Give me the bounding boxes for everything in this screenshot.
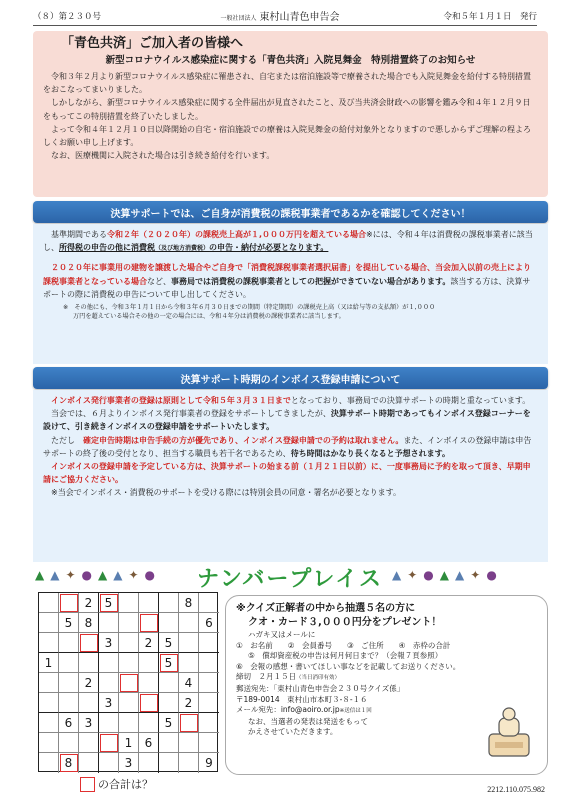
grid-cell [99,673,119,693]
kyosai-paragraph: しかしながら、新型コロナウイルス感染症に関する全件届出が見直されたこと、及び当共済会財政への影響を鑑み令和４年１２月９日をもってこの特別措置を終了いたしました。 [43,98,531,121]
hawk-icon: ✦ [407,568,418,582]
grid-cell [199,673,219,693]
grid-cell: 5 [99,593,119,613]
tree-icon: ▲ [439,568,450,582]
grid-cell: 8 [59,753,79,773]
eggplant-icon: ● [144,568,156,582]
quiz-deadline: 締切 ２月１５日（当日消印有効） [236,672,341,682]
grid-cell: 2 [139,633,159,653]
grid-cell [139,653,159,673]
grid-cell [59,593,79,613]
quiz-line: ① お名前 ② 会員番号 ③ ご住所 ④ 赤枠の合計 [236,640,451,650]
kyosai-subtitle: 新型コロナウイルス感染症に関する「青色共済」入院見舞金 特別措置終了のお知らせ [105,55,476,66]
grid-cell [79,633,99,653]
invoice-paragraph: インボイスの登録申請を予定している方は、決算サポートの始まる前（１月２１日以前）に、一度事務局に予約を取って頂き、早期申請にご協力ください。 [43,462,531,485]
grid-cell [39,593,59,613]
quiz-prize: クオ・カード３,０００円分をプレゼント！ [248,617,442,628]
puzzle-title: ナンバープレイス [196,567,384,592]
grid-cell [39,633,59,653]
tax-check-paragraph: 基準期間である令和２年（２０２０年）の課税売上高が１,０００万円を超えている場合※には、令和４年は消費税の課税事業者に該当し、所得税の申告の他に消費税（及び地方消費税）の申告・納付が必要となります。 [43,230,533,253]
tree-icon: ▲ [98,568,108,582]
grid-cell: 3 [99,693,119,713]
grid-cell [79,733,99,753]
grid-cell [59,693,79,713]
quiz-line: ⑥ 会報の感想・書いてほしい事などを記載してお送りください。 [236,661,461,671]
mountain-icon: ▲ [392,568,402,582]
grid-cell [99,733,119,753]
mountain-icon: ▲ [50,568,60,582]
grid-cell: 1 [39,653,59,673]
document-code: 2212.110.075.982 [487,785,545,794]
grid-cell: 8 [179,593,199,613]
tax-check-paragraph: ２０２０年に事業用の建物を譲渡した場合やご自身で「消費税課税事業者選択届書」を提出している場合、当会加入以前の売上により課税事業者となっている場合など、事務局では消費税の課税事業者としての把握ができていない場合があります。該当する方は、決算サポートの際に消費税の申告について申し出してください。 [43,263,531,299]
hawk-icon: ✦ [470,568,481,582]
grid-cell: 5 [159,713,179,733]
invoice-section [33,390,548,562]
grid-cell: 2 [79,673,99,693]
grid-cell [179,653,199,673]
grid-cell: 5 [159,633,179,653]
grid-cell [39,733,59,753]
decoration-left [35,563,155,587]
grid-cell [39,673,59,693]
grid-cell [79,693,99,713]
grid-cell [119,613,139,633]
grid-cell [139,673,159,693]
grid-cell [119,593,139,613]
grid-cell [39,613,59,633]
org-name: 一般社団法人 東村山青色申告会 [220,12,340,23]
grid-cell [119,633,139,653]
issue-date: 令和５年１月１日 発行 [443,11,537,22]
invoice-paragraph: 当会では、６月よりインボイス発行事業者の登録をサポートしてきましたが、決算サポート時期であってもインボイス登録コーナーを設けて、引き続きインボイスの登録申請をサポートいたします。 [43,409,531,432]
grid-cell: 2 [79,593,99,613]
eggplant-icon: ● [486,568,497,582]
invoice-banner: 決算サポート時期のインボイス登録申請について [33,367,548,389]
grid-cell [139,593,159,613]
grid-cell: 6 [139,733,159,753]
page-header [33,6,537,26]
postcard-stamp-icon [483,704,535,760]
invoice-paragraph: ただし 確定申告時期は申告手続の方が優先であり、インボイス登録申請での予約は取れません。また、インボイスの登録申請は申告サポートの終了後の受付となり、担当する職員も若干名であるため、待ち時間はかなり長くなると予想されます。 [43,435,532,458]
kyosai-title: 「青色共済」ご加入者の皆様へ [61,36,244,51]
decoration-right [392,563,497,587]
grid-cell [99,653,119,673]
invoice-paragraph: インボイス発行事業者の登録は原則として令和５年３月３１日までとなっており、事務局での決算サポートの時期と重なっています。 [51,396,531,405]
mountain-icon: ▲ [455,568,465,582]
hawk-icon: ✦ [128,568,139,582]
grid-cell [179,633,199,653]
quiz-line: かえさせていただきます。 [248,727,338,737]
quiz-line: ⑤ 償却資産税の申告は何月何日まで？（会報７頁参照） [248,651,443,661]
grid-cell [139,713,159,733]
grid-cell [79,753,99,773]
grid-cell: 3 [79,713,99,733]
grid-cell [199,713,219,733]
red-box-icon [80,777,95,792]
sum-label: の合計は？ [98,778,153,791]
grid-cell [199,653,219,673]
kyosai-paragraph: 令和３年２月より新型コロナウイルス感染症に罹患され、自宅または宿泊施設等で療養された場合でも入院見舞金を給付する特別措置をおこなってまいりました。 [43,72,531,95]
quiz-box [225,595,548,775]
grid-cell [159,733,179,753]
footnote: 万円を超えている場合その他の一定の場合には、令和４年分は消費税の課税事業者に該当します。 [73,313,345,321]
grid-cell [99,613,119,633]
tax-check-banner: 決算サポートでは、ご自身が消費税の課税事業者であるかを確認してください！ [33,201,548,223]
grid-cell [119,673,139,693]
invoice-paragraph: ※当会でインボイス・消費税のサポートを受ける際には特別会員の同意・署名が必要となります。 [51,488,401,498]
grid-cell: 3 [119,753,139,773]
quiz-line: ハガキ又はメールに [248,630,316,639]
quiz-email: メール宛先：info@aoiro.or.jp※送信は１回 [236,705,372,715]
grid-cell [179,713,199,733]
grid-cell [119,693,139,713]
footnote: ※ その他にも、令和３年１月１日から令和３年６月３０日までの期間（特定期間）の課税売上高（又は給与等の支払額）が１,０００ [63,304,436,312]
grid-cell [39,713,59,733]
grid-cell [199,633,219,653]
grid-cell [59,653,79,673]
tax-check-section [33,224,548,364]
grid-cell [39,753,59,773]
page-number: （８）第２３０号 [33,11,102,22]
quiz-line: なお、当選者の発表は発送をもって [248,716,368,726]
number-place-grid [38,592,218,772]
grid-cell: 6 [59,713,79,733]
eggplant-icon: ● [423,568,434,582]
grid-cell [179,613,199,633]
grid-cell: 1 [119,733,139,753]
quiz-heading: ※クイズ正解者の中から抽選５名の方に [236,603,416,614]
kyosai-notice [33,31,548,197]
tree-icon: ▲ [35,568,45,582]
grid-cell [159,693,179,713]
hawk-icon: ✦ [65,568,76,582]
eggplant-icon: ● [81,568,93,582]
quiz-address: 郵送宛先：「東村山青色申告会２３０号クイズ係」 [236,683,405,693]
grid-cell [199,693,219,713]
grid-cell [39,693,59,713]
grid-cell [159,613,179,633]
grid-cell: 6 [199,613,219,633]
grid-cell [99,753,119,773]
kyosai-paragraph: よって令和４年１２月１０日以降開始の自宅・宿泊施設での療養は入院見舞金の給付対象外となりますので悪しからずご理解の程よろしくお願い申し上げます。 [43,124,531,148]
grid-cell [159,593,179,613]
grid-cell [59,633,79,653]
grid-cell [119,713,139,733]
grid-cell [179,753,199,773]
grid-cell [159,753,179,773]
grid-cell: 3 [99,633,119,653]
grid-cell [139,613,159,633]
kyosai-paragraph: なお、医療機関に入院された場合は引き続き給付を行います。 [51,151,275,161]
grid-cell [119,653,139,673]
grid-cell: 2 [179,693,199,713]
sum-question [80,776,153,792]
grid-cell: 5 [59,613,79,633]
grid-cell [59,673,79,693]
grid-cell: 5 [159,653,179,673]
grid-cell [139,753,159,773]
grid-cell [59,733,79,753]
grid-cell [99,713,119,733]
mountain-icon: ▲ [113,568,123,582]
grid-cell: 9 [205,756,213,770]
grid-cell [139,693,159,713]
grid-cell [199,593,219,613]
grid-cell [179,733,199,753]
grid-cell [79,653,99,673]
grid-cell: 4 [179,673,199,693]
grid-cell [159,673,179,693]
quiz-postal: 〒189-0014 東村山市本町３-８-１６ [236,694,368,704]
grid-cell: 8 [79,613,99,633]
grid-cell [199,733,219,753]
